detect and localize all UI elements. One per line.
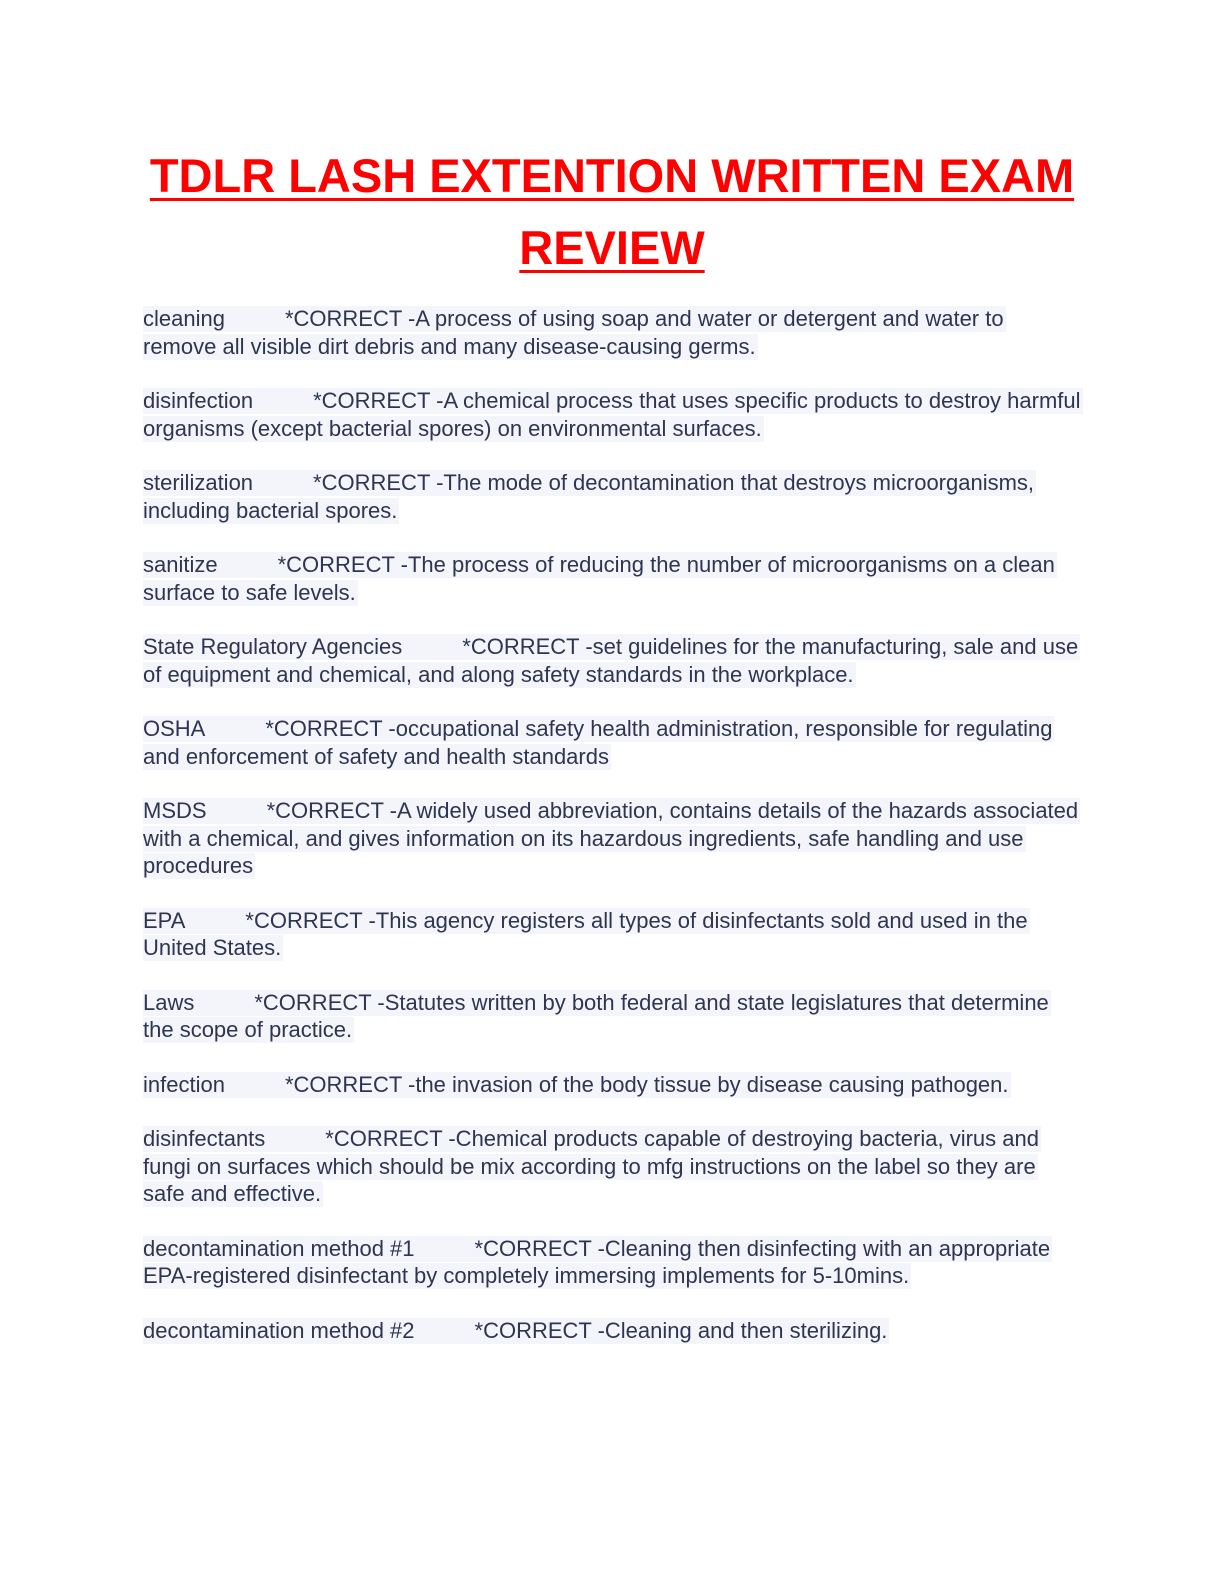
flashcard-entry	[143, 907, 1083, 962]
entry-answer: *CORRECT -occupational safety health administration, responsible for regulating and enforcement of safety and health standards	[143, 716, 1053, 769]
entry-answer: *CORRECT -Statutes written by both federal and state legislatures that determine the scope of practice.	[143, 989, 1049, 1042]
entry-term: State Regulatory Agencies	[143, 634, 403, 659]
flashcard-list	[143, 305, 1083, 1371]
title-line-2: REVIEW	[519, 221, 705, 274]
entry-term: EPA	[143, 907, 186, 933]
flashcard-entry	[143, 1317, 1083, 1345]
entry-term: disinfection	[143, 388, 254, 413]
entry-answer: *CORRECT -This agency registers all types of disinfectants sold and used in the United States.	[143, 907, 1028, 960]
flashcard-entry	[143, 989, 1083, 1044]
entry-term: MSDS	[143, 798, 207, 823]
entry-answer: *CORRECT -The process of reducing the number of microorganisms on a clean surface to safe levels.	[143, 552, 1055, 605]
flashcard-entry	[143, 1071, 1083, 1099]
entry-term: cleaning	[143, 306, 225, 331]
flashcard-entry	[143, 305, 1083, 360]
entry-term: decontamination method #1	[143, 1235, 415, 1261]
entry-term: disinfectants	[143, 1126, 266, 1151]
entry-answer: *CORRECT -Cleaning then disinfecting with an appropriate EPA-registered disinfectant by completely immersing implements for 5-10mins.	[143, 1235, 1051, 1288]
document-title	[60, 140, 1164, 284]
flashcard-entry	[143, 1125, 1083, 1208]
entry-term: Laws	[143, 989, 195, 1015]
flashcard-entry	[143, 633, 1083, 688]
flashcard-entry	[143, 387, 1083, 442]
entry-answer: *CORRECT -Cleaning and then sterilizing.	[474, 1317, 888, 1343]
flashcard-entry	[143, 715, 1083, 770]
flashcard-entry	[143, 797, 1083, 880]
entry-answer: *CORRECT -The mode of decontamination that destroys microorganisms, including bacterial spores.	[143, 470, 1035, 523]
entry-term: decontamination method #2	[143, 1317, 415, 1343]
entry-answer: *CORRECT -A chemical process that uses specific products to destroy harmful organisms (except bacterial spores) on environmental surfaces.	[143, 388, 1081, 441]
entry-term: sanitize	[143, 552, 218, 577]
flashcard-entry	[143, 469, 1083, 524]
entry-term: OSHA	[143, 716, 206, 741]
title-line-1: TDLR LASH EXTENTION WRITTEN EXAM	[149, 149, 1075, 202]
entry-answer: *CORRECT -A process of using soap and water or detergent and water to remove all visible dirt debris and many disease-causing germs.	[143, 306, 1004, 359]
entry-answer: *CORRECT -the invasion of the body tissue by disease causing pathogen.	[284, 1071, 1009, 1097]
flashcard-entry	[143, 1235, 1083, 1290]
entry-answer: *CORRECT -set guidelines for the manufacturing, sale and use of equipment and chemical, and along safety standards in the workplace.	[143, 634, 1079, 687]
entry-term: sterilization	[143, 470, 254, 495]
entry-answer: *CORRECT -A widely used abbreviation, contains details of the hazards associated with a chemical, and gives information on its hazardous ingredients, safe handling and use procedures	[143, 798, 1079, 878]
flashcard-entry	[143, 551, 1083, 606]
entry-term: infection	[143, 1071, 225, 1097]
entry-answer: *CORRECT -Chemical products capable of destroying bacteria, virus and fungi on surfaces which should be mix according to mfg instructions on the label so they are safe and effective.	[143, 1126, 1039, 1206]
